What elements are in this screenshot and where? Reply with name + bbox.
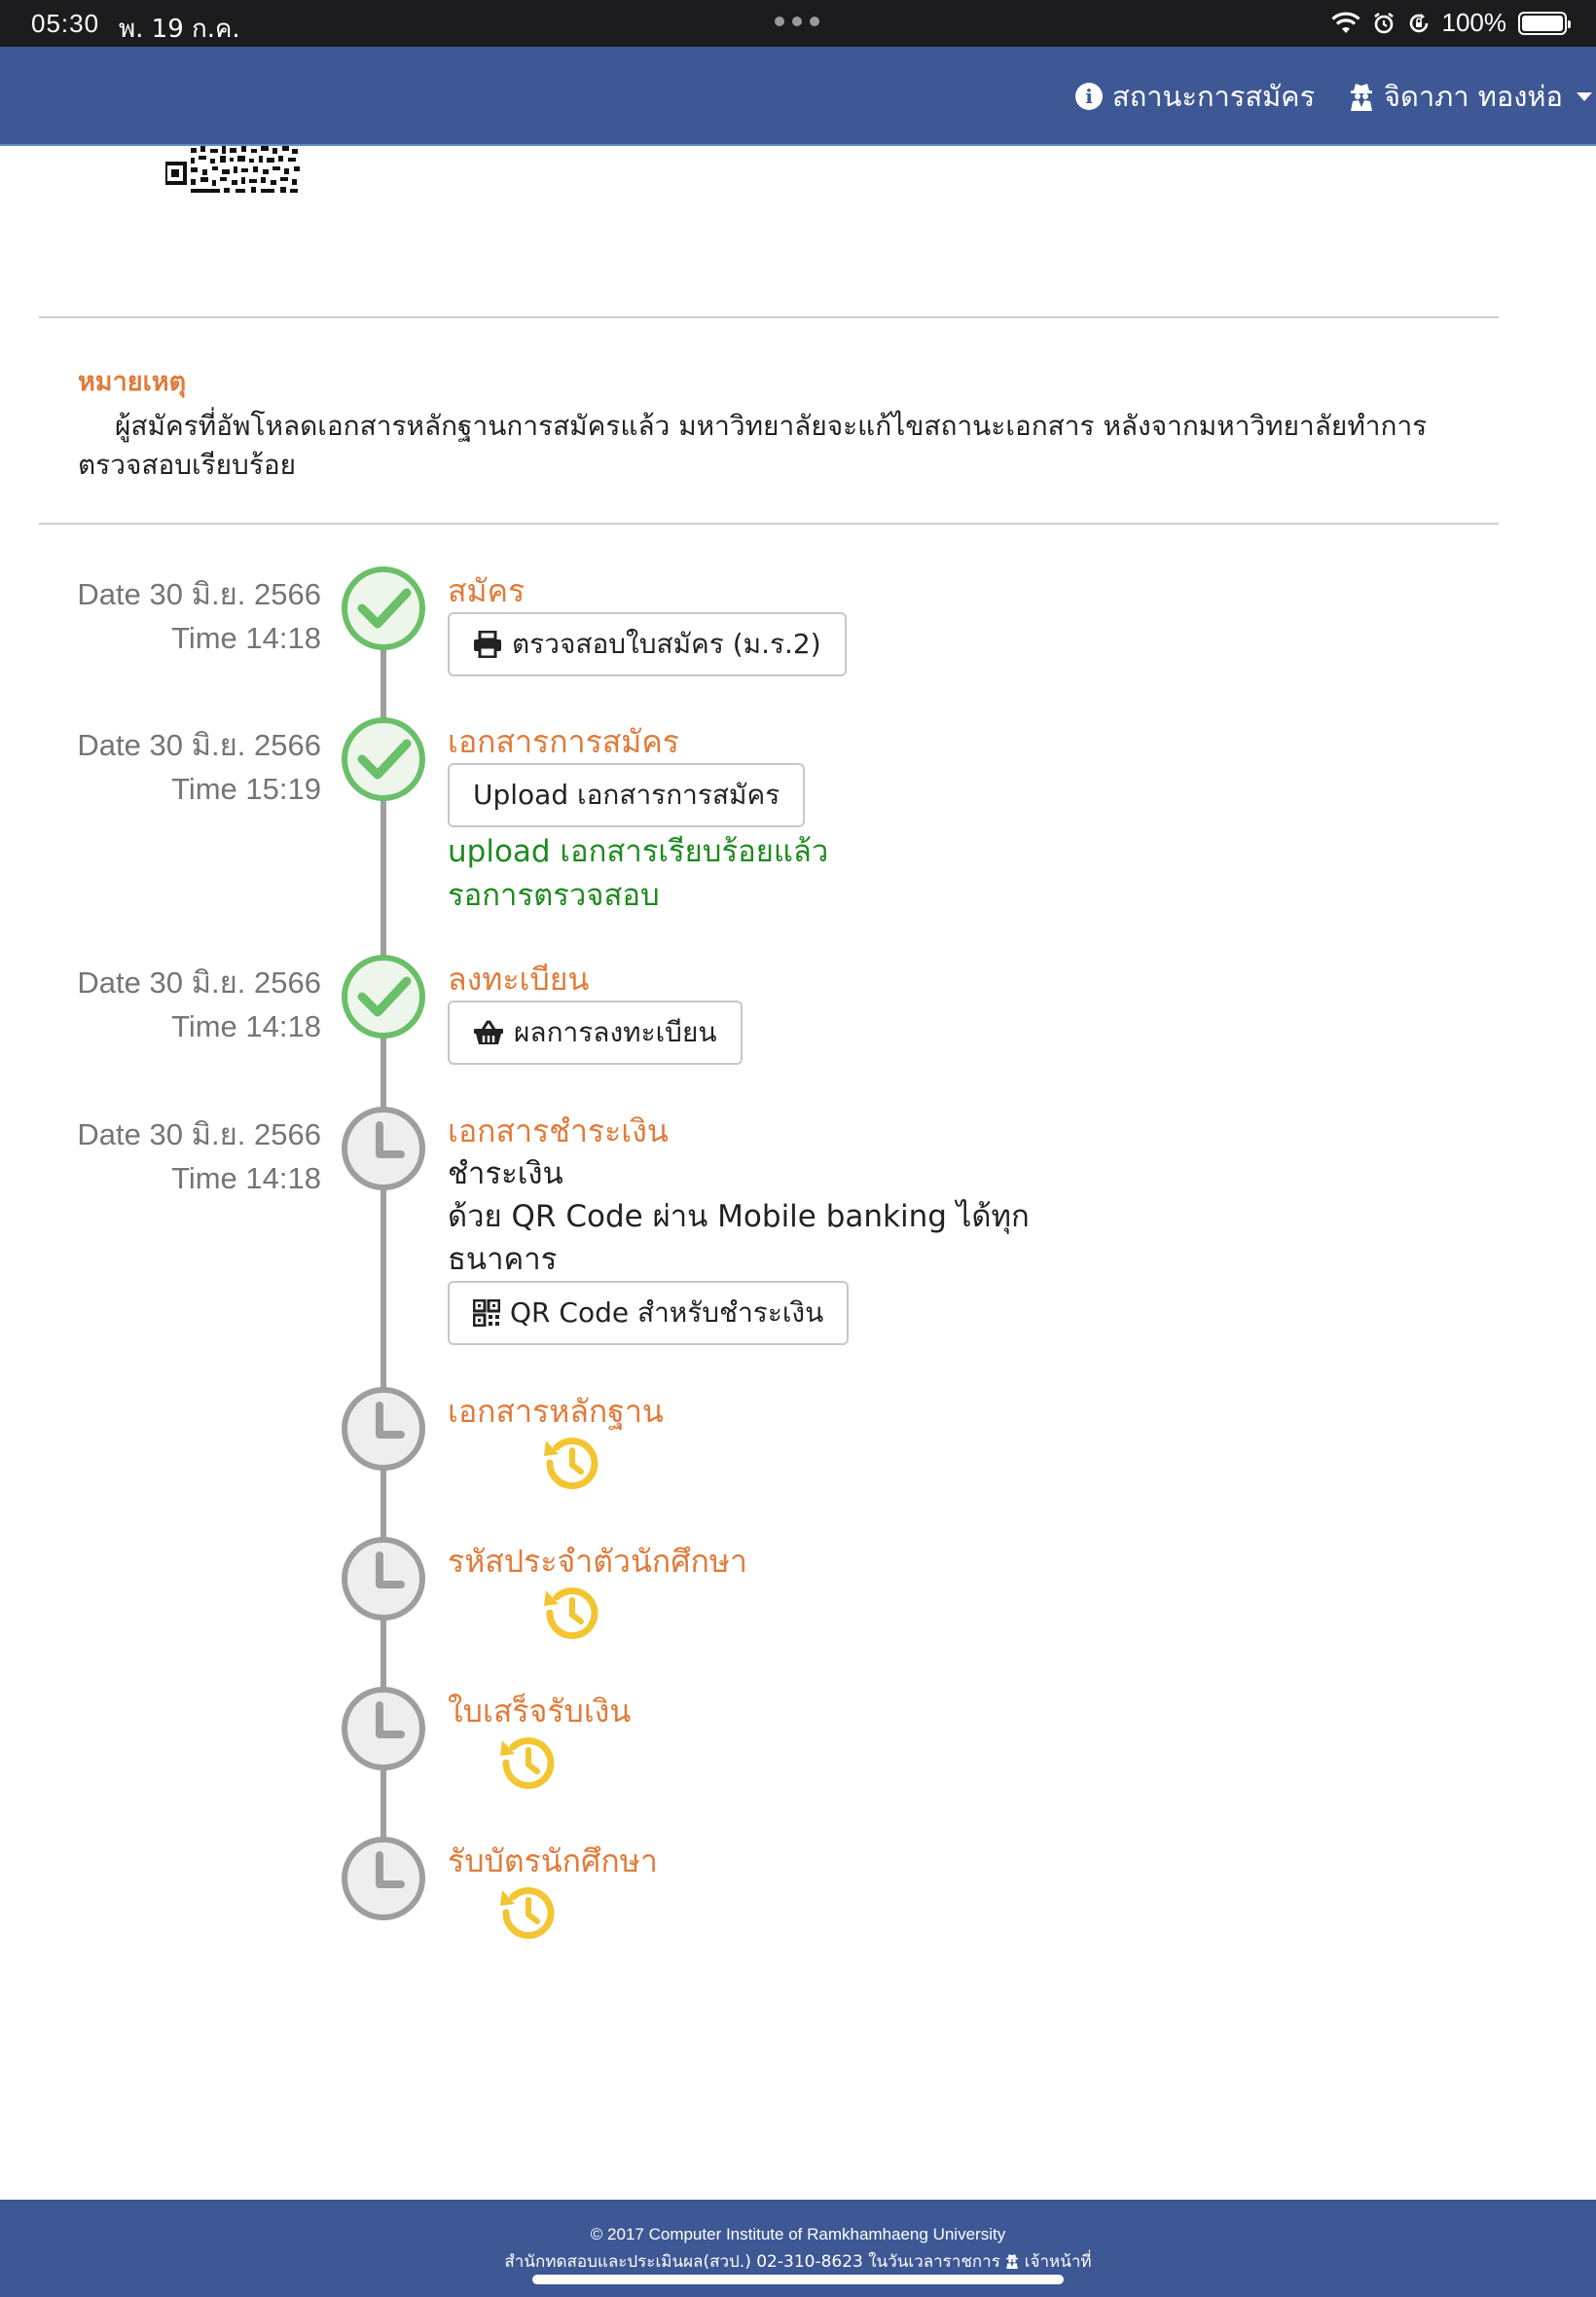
timeline-step-4-datetime bbox=[10, 1112, 321, 1200]
upload-documents-button[interactable] bbox=[448, 763, 805, 827]
timeline-step-2-date: Date 30 มิ.ย. 2566 bbox=[77, 728, 321, 762]
qrcode-icon bbox=[473, 1299, 500, 1327]
timeline-step-2-datetime bbox=[10, 723, 321, 811]
user-menu-dropdown[interactable] bbox=[1349, 74, 1592, 119]
history-icon bbox=[496, 1731, 561, 1795]
nav-application-status[interactable] bbox=[1075, 74, 1315, 119]
divider-bottom bbox=[39, 523, 1499, 525]
clock-icon bbox=[341, 1386, 426, 1472]
multitask-dots-icon[interactable] bbox=[775, 17, 819, 26]
timeline-step-3-datetime bbox=[10, 961, 321, 1048]
timeline-step-8-title: รับบัตรนักศึกษา bbox=[448, 1842, 658, 1879]
timeline-step-5-title: เอกสารหลักฐาน bbox=[448, 1393, 664, 1430]
footer-contact-text: สำนักทดสอบและประเมินผล(สวป.) 02-310-8623 ในวันเวลาราชการ bbox=[504, 2252, 1000, 2272]
clock-icon bbox=[341, 1536, 426, 1622]
footer-staff-label: เจ้าหน้าที่ bbox=[1024, 2252, 1092, 2272]
history-icon bbox=[496, 1880, 561, 1945]
divider-top bbox=[39, 316, 1499, 318]
upload-documents-button-label: Upload เอกสารการสมัคร bbox=[473, 779, 780, 811]
caret-down-icon bbox=[1577, 92, 1592, 101]
footer-copyright: © 2017 Computer Institute of Ramkhamhaeng University bbox=[590, 2225, 1006, 2243]
payment-qr-code-button-label: QR Code สำหรับชำระเงิน bbox=[510, 1296, 824, 1329]
timeline-step-1-datetime bbox=[10, 572, 321, 660]
timeline-step-2-time: Time 15:19 bbox=[171, 772, 321, 806]
history-icon bbox=[540, 1431, 604, 1495]
timeline-step-1-title: สมัคร bbox=[448, 572, 526, 609]
qr-code-image bbox=[165, 146, 302, 195]
clock-icon bbox=[341, 1836, 426, 1921]
clock-icon bbox=[341, 1686, 426, 1771]
timeline-step-4-time: Time 14:18 bbox=[171, 1161, 321, 1195]
timeline-step-3-time: Time 14:18 bbox=[171, 1009, 321, 1043]
upload-success-line-2: รอการตรวจสอบ bbox=[448, 878, 660, 913]
nav-application-status-label: สถานะการสมัคร bbox=[1112, 80, 1316, 113]
upload-success-line-1: upload เอกสารเรียบร้อยแล้ว bbox=[448, 834, 829, 869]
print-icon bbox=[473, 631, 502, 658]
user-secret-icon bbox=[1005, 2253, 1019, 2269]
timeline-step-3-title: ลงทะเบียน bbox=[448, 961, 590, 998]
check-circle-icon bbox=[341, 565, 426, 651]
user-secret-icon bbox=[1349, 82, 1374, 111]
status-time: 05:30 bbox=[31, 9, 100, 38]
battery-percentage: 100% bbox=[1441, 8, 1506, 37]
timeline-step-4-title: เอกสารชำระเงิน bbox=[448, 1112, 669, 1149]
alarm-icon bbox=[1372, 12, 1396, 35]
check-circle-icon bbox=[341, 716, 426, 802]
home-indicator[interactable] bbox=[532, 2275, 1064, 2284]
note-title: หมายเหตุ bbox=[78, 367, 187, 397]
wifi-icon bbox=[1331, 12, 1360, 35]
timeline-step-6-title: รหัสประจำตัวนักศึกษา bbox=[448, 1543, 747, 1580]
timeline-step-4-date: Date 30 มิ.ย. 2566 bbox=[77, 1117, 321, 1151]
timeline-step-7-title: ใบเสร็จรับเงิน bbox=[448, 1693, 632, 1730]
history-icon bbox=[540, 1581, 604, 1645]
clock-icon bbox=[341, 1106, 426, 1191]
basket-icon bbox=[473, 1020, 504, 1045]
check-circle-icon bbox=[341, 954, 426, 1039]
timeline-step-1-date: Date 30 มิ.ย. 2566 bbox=[77, 577, 321, 611]
battery-icon bbox=[1518, 12, 1567, 35]
payment-instructions bbox=[448, 1152, 1051, 1281]
registration-result-button[interactable] bbox=[448, 1001, 743, 1065]
timeline-step-3-date: Date 30 มิ.ย. 2566 bbox=[77, 966, 321, 1000]
timeline-step-1-time: Time 14:18 bbox=[171, 621, 321, 655]
timeline-step-2-title: เอกสารการสมัคร bbox=[448, 723, 679, 760]
registration-result-button-label: ผลการลงทะเบียน bbox=[514, 1016, 717, 1048]
status-bar bbox=[0, 0, 1596, 47]
footer-contact bbox=[0, 2248, 1596, 2275]
info-icon: i bbox=[1075, 83, 1103, 110]
check-application-button-label: ตรวจสอบใบสมัคร (ม.ร.2) bbox=[512, 628, 821, 660]
top-navbar bbox=[0, 47, 1596, 146]
footer-staff-link[interactable] bbox=[1005, 2252, 1091, 2272]
payment-instructions-line-3: ธนาคาร bbox=[448, 1242, 558, 1277]
check-application-button[interactable] bbox=[448, 612, 847, 676]
user-name: จิดาภา ทองห่อ bbox=[1384, 80, 1563, 113]
payment-instructions-line-2: ด้วย QR Code ผ่าน Mobile banking ได้ทุก bbox=[448, 1199, 1030, 1234]
status-indicators bbox=[1331, 8, 1568, 38]
status-date: พ. 19 ก.ค. bbox=[119, 15, 240, 44]
upload-success-message bbox=[448, 830, 828, 918]
payment-instructions-line-1: ชำระเงิน bbox=[448, 1156, 563, 1191]
note-body: ผู้สมัครที่อัพโหลดเอกสารหลักฐานการสมัครแล้ว มหาวิทยาลัยจะแก้ไขสถานะเอกสาร หลังจากมหาวิทยาลัยทำการตรวจสอบเรียบร้อย bbox=[78, 410, 1428, 481]
payment-qr-code-button[interactable] bbox=[448, 1281, 849, 1345]
rotation-lock-icon bbox=[1407, 12, 1431, 35]
